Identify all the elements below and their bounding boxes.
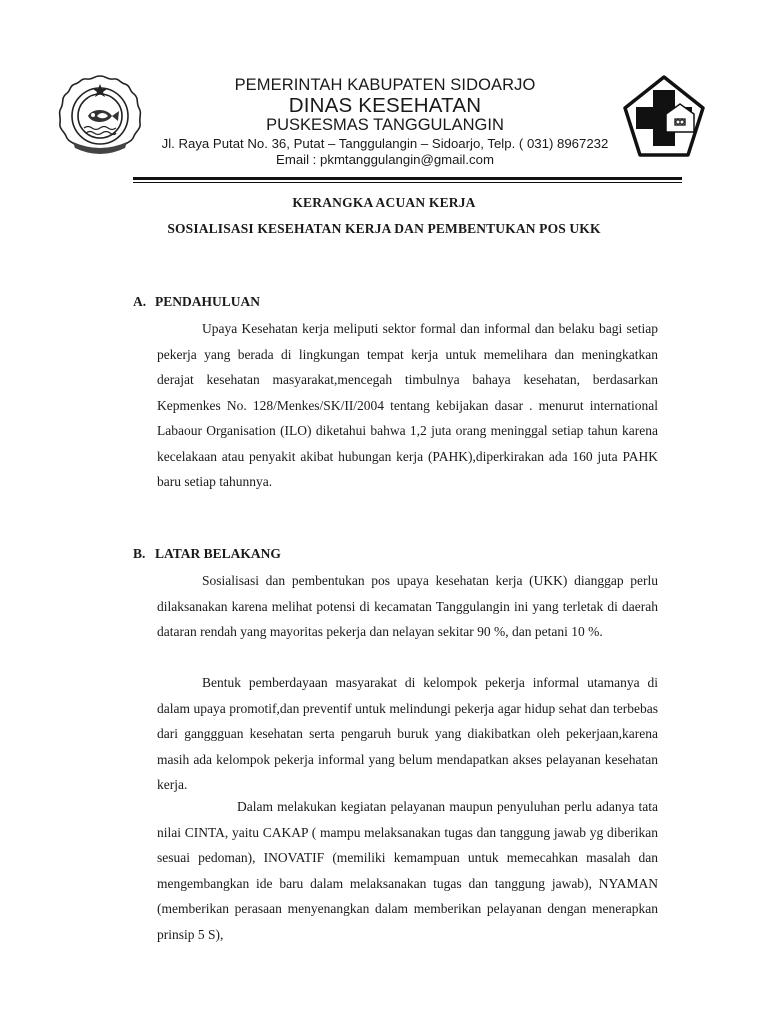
puskesmas-cross-logo-icon [622, 74, 706, 158]
section-a-heading [133, 294, 260, 310]
section-a-paragraph: Upaya Kesehatan kerja meliputi sektor formal dan informal dan belaku bagi setiap pekerja yang berada di lingkungan tempat kerja untuk memelihara dan meningkatkan derajat kesehatan masyarakat,mencegah timbulnya bahaya kesehatan, berdasarkan Kepmenkes No. 128/Menkes/SK/II/2004 tentang kebijakan dasar . menurut international Labaour Organisation (ILO) diketahui bahwa 1,2 juta orang meninggal setiap tahun karena kecelakaan atau penyakit akibat hubungan kerja (PAHK),diperkirakan ada 160 juta PAHK baru setiap tahunnya. [157, 321, 658, 489]
letterhead-rule-thin [133, 182, 682, 183]
section-a-title: PENDAHULUAN [155, 294, 261, 309]
section-b-paragraph-2: Bentuk pemberdayaan masyarakat di kelompok pekerja informal utamanya di dalam upaya promotif,dan preventif untuk melindungi pekerja agar hidup sehat dan terbebas dari ganggguan kesehatan serta pengaruh buruk yang diakibatkan oleh pekerjaan,karena masih ada kelompok pekerja informal yang belum mendapatkan akses pelayanan kesehatan kerja. [157, 675, 658, 792]
section-b-paragraph-3: Dalam melakukan kegiatan pelayanan maupun penyuluhan perlu adanya tata nilai CINTA, yaitu CAKAP ( mampu melaksanakan tugas dan tanggung jawab yg diberikan sesuai pedoman), INOVATIF (memiliki kemampuan untuk memecahkan masalah dan mengembangkan ide baru dalam melaksanakan tugas dan tanggung jawab), NYAMAN (memberikan perasaan menyenangkan dalam memberikan pelayanan dengan menerapkan prinsip 5 S), [157, 799, 658, 942]
section-b-title: LATAR BELAKANG [155, 546, 281, 561]
section-a-number: A. [133, 294, 147, 309]
document-subtitle: SOSIALISASI KESEHATAN KERJA DAN PEMBENTUKAN POS UKK [167, 221, 601, 236]
letterhead-email: Email : pkmtanggulangin@gmail.com [276, 152, 494, 167]
letterhead-government: PEMERINTAH KABUPATEN SIDOARJO [234, 76, 536, 94]
section-b-paragraph-1: Sosialisasi dan pembentukan pos upaya kesehatan kerja (UKK) dianggap perlu dilaksanakan karena melihat potensi di kecamatan Tanggulangin ini yang terletak di daerah dataran rendah yang mayoritas pekerja dan nelayan sekitar 90 %, dan petani 10 %. [157, 573, 658, 639]
letterhead-agency: DINAS KESEHATAN [288, 94, 482, 117]
document-title: KERANGKA ACUAN KERJA [292, 195, 476, 210]
section-b-number: B. [133, 546, 146, 561]
letterhead-unit: PUSKESMAS TANGGULANGIN [266, 116, 504, 134]
letterhead-rule-thick [133, 177, 682, 180]
section-b-heading [133, 546, 281, 562]
letterhead-address: Jl. Raya Putat No. 36, Putat – Tanggulangin – Sidoarjo, Telp. ( 031) 8967232 [161, 136, 609, 151]
